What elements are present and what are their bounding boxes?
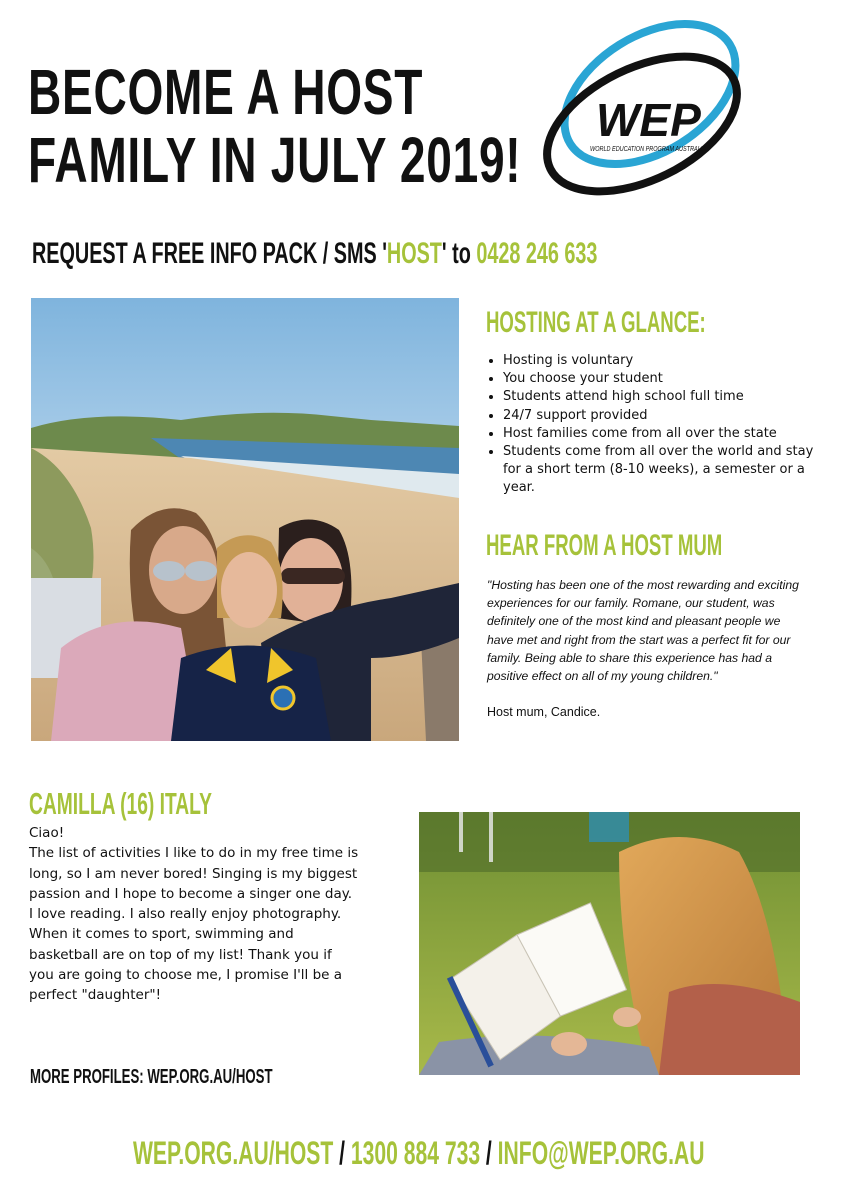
sms-phone-number[interactable]: 0428 246 633 [476,237,598,270]
more-profiles-link[interactable]: MORE PROFILES: WEP.ORG.AU/HOST [30,1066,273,1088]
wep-logo [538,12,750,204]
list-item: • 24/7 support provided [503,407,823,425]
list-item: • Hosting is voluntary [503,352,823,370]
list-item: • Students attend high school full time [503,388,823,406]
hosting-facts-list [486,352,823,498]
footer-contact-line [133,1134,704,1172]
host-mum-heading: HEAR FROM A HOST MUM [486,529,723,562]
host-mum-quote: "Hosting has been one of the most rewarding and exciting experiences for our family. Romane, our student, was definitely one of the most kind and pleasant people we have met and right from the start was a perfect fit for our family. Being able to share this experience has had a positive effect on all of my young children." [487,578,799,684]
student-reading-photo [419,812,800,1075]
request-text-2: ' to [441,237,477,270]
profile-body: The list of activities I like to do in my free time is long, so I am never bored! Singing is my biggest passion and I hope to become a singer one day. I love reading. I also really enjoy photography. When it comes to sport, swimming and basketball are on top of my list! Thank you if you are going to choose me, I promise I'll be a perfect "daughter"! [29,845,359,1004]
page-title [28,58,521,194]
quote-author: Host mum, Candice. [487,705,601,719]
logo-subtitle: WORLD EDUCATION PROGRAM AUSTRALIA [590,144,706,153]
logo-wordmark: WEP [596,94,701,146]
list-item: • You choose your student [503,370,823,388]
list-item: • Host families come from all over the state [503,425,823,443]
footer-website-link[interactable]: WEP.ORG.AU/HOST [133,1135,334,1171]
title-line-2: FAMILY IN JULY 2019! [28,124,522,196]
footer-email-link[interactable]: INFO@WEP.ORG.AU [497,1135,705,1171]
title-line-1: BECOME A HOST [28,56,424,128]
list-item: • Students come from all over the world and stay for a short term (8-10 weeks), a semester or a year. [503,443,823,498]
footer-separator: / [480,1135,498,1171]
sms-keyword: HOST [386,237,442,270]
footer-phone-link[interactable]: 1300 884 733 [350,1135,481,1171]
request-info-line [32,236,597,272]
hosting-at-a-glance-heading: HOSTING AT A GLANCE: [486,306,706,339]
request-text-1: REQUEST A FREE INFO PACK / SMS ' [32,237,387,270]
student-profile-heading: CAMILLA (16) ITALY [29,786,212,821]
footer-separator: / [333,1135,351,1171]
student-profile-text [29,823,359,1006]
family-beach-photo [31,298,459,741]
profile-greeting: Ciao! [29,825,65,841]
